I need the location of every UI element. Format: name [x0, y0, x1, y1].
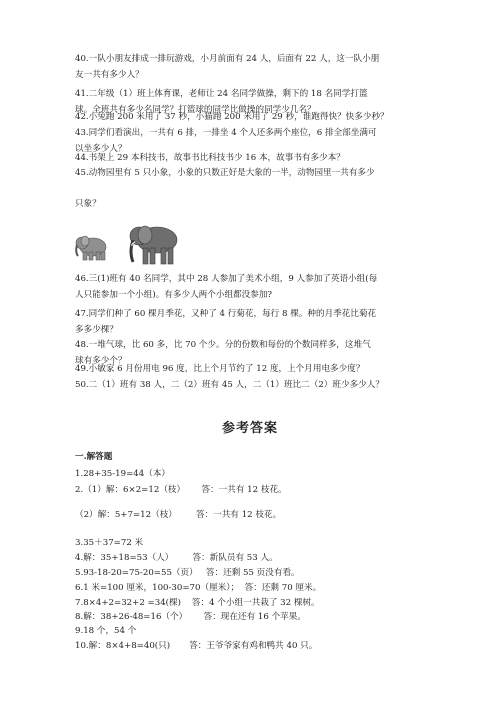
answer-5: 5.93-18-20=75-20=55（页） 答：还剩 55 页没有看。 — [75, 568, 300, 578]
question-41: 41.二年级（1）班上体育课，老师让 24 名同学做操，剩下的 18 名同学打篮 球。全班共有多少名同学？打篮球的同学比做操的同学少几名？ — [75, 89, 368, 115]
question-47: 47.同学们种了 60 棵月季花，又种了 4 行菊花，每行 8 棵。种的月季花比菊花 多多少棵？ — [75, 309, 377, 335]
elephant-icons — [75, 222, 185, 266]
answer-7: 7.8×4+2=32+2 =34(棵) 答：4 个小组一共栽了 32 棵树。 — [75, 598, 320, 608]
answer-4: 4.解：35+18=53（人） 答：新队员有 53 人。 — [75, 553, 278, 563]
answer-2-part-2: （2）解：5+7=12（枝） 答：一共有 12 枝花。 — [75, 510, 282, 520]
question-46: 46.三(1)班有 40 名同学，其中 28 人参加了美术小组，9 人参加了英语小组(每 人只能参加一个小组)。有多少人两个小组都没参加? — [75, 274, 378, 300]
section-label: 一.解答题 — [75, 452, 113, 462]
answer-6: 6.1 米=100 厘米，100-30=70（厘米）； 答：还剩 70 厘米。 — [75, 583, 322, 593]
question-44: 44.书架上 29 本科技书，故事书比科技书少 16 本，故事书有多少本？ — [75, 153, 345, 163]
baby-elephant-icon — [76, 236, 106, 260]
question-48: 48.一堆气球，比 60 多，比 70 个少。分的份数和每份的个数同样多，这堆气 球有多少个？ — [75, 340, 371, 366]
answer-1: 1.28+35-19=44（本） — [75, 469, 171, 479]
elephants-illustration — [75, 222, 185, 266]
answer-2: 2.（1）解：6×2=12（枝） 答：一共有 12 枝花。 — [75, 485, 287, 495]
answer-8: 8.解：38+26-48=16（个） 答：现在还有 16 个苹果。 — [75, 612, 306, 622]
question-43: 43.同学们看演出，一共有 6 排，一排坐 4 个人还多两个座位，6 排全部坐满可 以坐多少人？ — [75, 128, 377, 154]
question-40: 40.一队小朋友排成一排玩游戏，小月前面有 24 人，后面有 22 人，这一队小朋 友一共有多少人？ — [75, 54, 380, 80]
question-42: 42.小兔跑 200 米用了 37 秒，小猫跑 200 米用了 29 秒，谁跑得快？快多少秒？ — [75, 112, 389, 122]
adult-elephant-icon — [130, 226, 177, 264]
question-49: 49.小敏家 6 月份用电 96 度，比上个月节约了 12 度，上个月用电多少度？ — [75, 364, 365, 374]
question-50: 50.二（1）班有 38 人，二（2）班有 45 人，二（1）班比二（2）班少多少人？ — [75, 380, 384, 390]
answer-9: 9.18 个，54 个 — [75, 626, 137, 636]
answer-10: 10.解：8×4+8=40(只) 答：王爷爷家有鸡和鸭共 40 只。 — [75, 641, 318, 651]
answers-heading: 参考答案 — [221, 421, 278, 436]
question-45: 45.动物园里有 5 只小象，小象的只数正好是大象的一半，动物园里一共有多少 只象？ — [75, 168, 375, 210]
answer-3: 3.35＋37=72 米 — [75, 538, 144, 548]
